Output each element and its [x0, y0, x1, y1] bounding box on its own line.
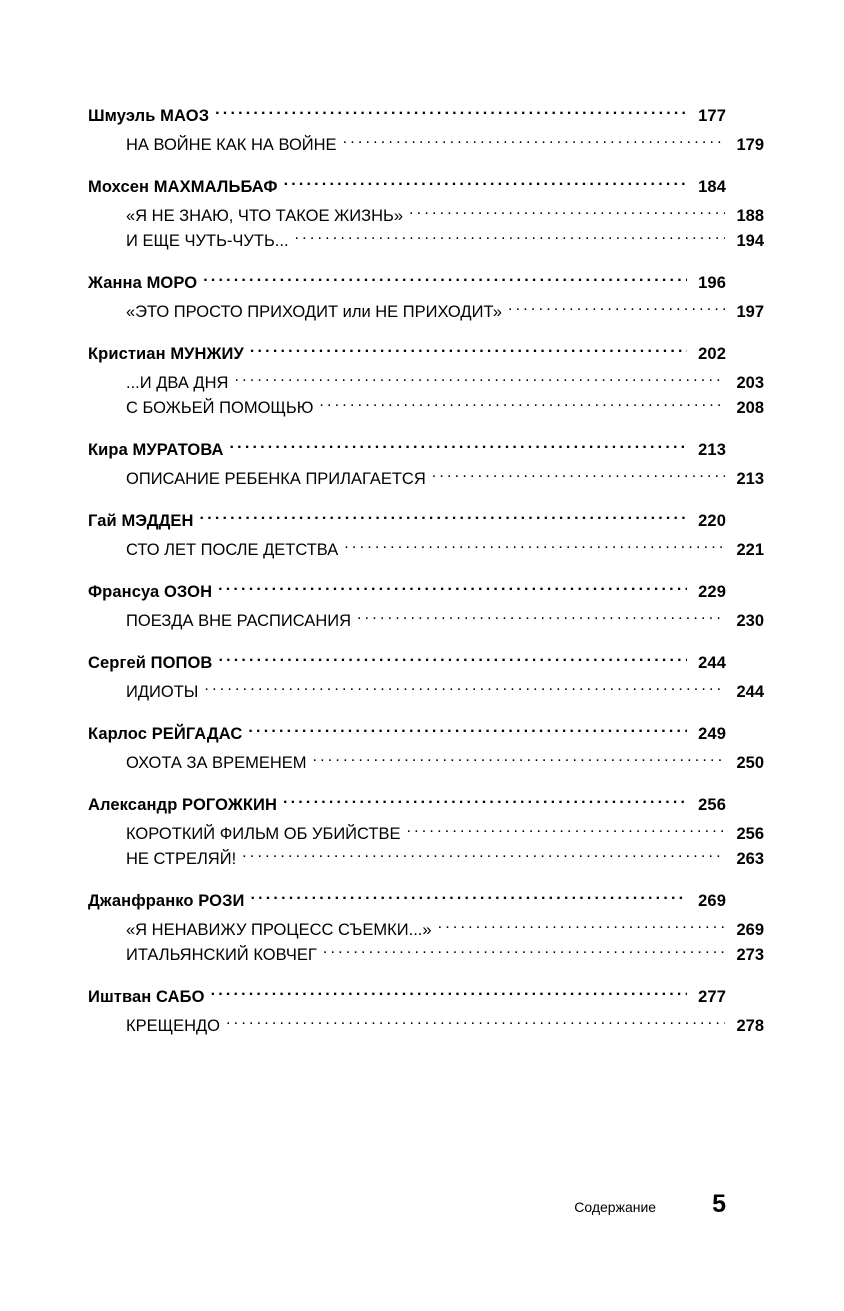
toc-author-page: 277: [698, 987, 726, 1006]
leader-dots: [438, 918, 725, 935]
leader-dots: [211, 985, 687, 1002]
toc-author-entry[interactable]: [88, 509, 726, 529]
leader-dots: [248, 722, 687, 739]
leader-dots: [200, 509, 687, 526]
leader-dots: [323, 943, 725, 960]
toc-group: [88, 651, 764, 701]
toc-author-name: Сергей ПОПОВ: [88, 653, 213, 672]
toc-work-page: 230: [736, 611, 764, 630]
leader-dots: [283, 793, 687, 810]
toc-work-title: КРЕЩЕНДО: [126, 1016, 221, 1035]
toc-work-page: 244: [736, 682, 764, 701]
leader-dots: [409, 204, 725, 221]
toc-work-entry[interactable]: [88, 751, 764, 771]
toc-work-entry[interactable]: [88, 467, 764, 487]
toc-author-page: 184: [698, 177, 726, 196]
toc-work-entry[interactable]: [88, 371, 764, 391]
toc-work-title: СТО ЛЕТ ПОСЛЕ ДЕТСТВА: [126, 540, 339, 559]
toc-author-page: 249: [698, 724, 726, 743]
toc-work-title: ...И ДВА ДНЯ: [126, 373, 229, 392]
toc-author-name: Жанна МОРО: [88, 273, 198, 292]
toc-work-entry[interactable]: [88, 943, 764, 963]
toc-author-entry[interactable]: [88, 580, 726, 600]
toc-work-page: 263: [736, 849, 764, 868]
toc-work-page: 269: [736, 920, 764, 939]
footer-page-number: 5: [712, 1190, 726, 1218]
leader-dots: [203, 271, 687, 288]
footer-section-label: Содержание: [574, 1199, 657, 1215]
leader-dots: [218, 580, 687, 597]
toc-work-page: 221: [736, 540, 764, 559]
toc-group: [88, 889, 764, 964]
toc-work-title: И ЕЩЕ ЧУТЬ-ЧУТЬ...: [126, 231, 289, 250]
toc-work-title: ИДИОТЫ: [126, 682, 199, 701]
leader-dots: [218, 651, 687, 668]
toc-group: [88, 175, 764, 250]
toc-group: [88, 342, 764, 417]
toc-group: [88, 271, 764, 321]
toc-work-entry[interactable]: [88, 918, 764, 938]
leader-dots: [313, 751, 726, 768]
toc-work-entry[interactable]: [88, 133, 764, 153]
toc-work-page: 197: [736, 302, 764, 321]
toc-work-page: 213: [736, 469, 764, 488]
toc-work-title: ОХОТА ЗА ВРЕМЕНЕМ: [126, 753, 307, 772]
toc-author-page: 202: [698, 344, 726, 363]
toc-author-name: Карлос РЕЙГАДАС: [88, 724, 243, 743]
toc-author-page: 244: [698, 653, 726, 672]
toc-group: [88, 509, 764, 559]
toc-author-page: 229: [698, 582, 726, 601]
toc-group: [88, 580, 764, 630]
toc-author-entry[interactable]: [88, 175, 726, 195]
toc-author-page: 177: [698, 106, 726, 125]
toc-work-page: 179: [736, 135, 764, 154]
toc-work-title: КОРОТКИЙ ФИЛЬМ ОБ УБИЙСТВЕ: [126, 824, 401, 843]
toc-group: [88, 985, 764, 1035]
leader-dots: [407, 822, 726, 839]
leader-dots: [230, 438, 687, 455]
toc-work-entry[interactable]: [88, 822, 764, 842]
toc-work-entry[interactable]: [88, 609, 764, 629]
toc-author-page: 220: [698, 511, 726, 530]
toc-work-title: «Я НЕНАВИЖУ ПРОЦЕСС СЪЕМКИ...»: [126, 920, 432, 939]
leader-dots: [508, 300, 725, 317]
toc-group: [88, 793, 764, 868]
toc-author-page: 213: [698, 440, 726, 459]
toc-work-entry[interactable]: [88, 680, 764, 700]
toc-group: [88, 104, 764, 154]
toc-work-page: 188: [736, 206, 764, 225]
toc-author-entry[interactable]: [88, 438, 726, 458]
toc-work-page: 203: [736, 373, 764, 392]
toc-author-entry[interactable]: [88, 722, 726, 742]
toc-author-entry[interactable]: [88, 271, 726, 291]
toc-work-entry[interactable]: [88, 847, 764, 867]
toc-author-name: Иштван САБО: [88, 987, 205, 1006]
leader-dots: [215, 104, 687, 121]
toc-work-title: НЕ СТРЕЛЯЙ!: [126, 849, 237, 868]
leader-dots: [357, 609, 725, 626]
page-footer: [88, 1190, 726, 1219]
toc-author-page: 256: [698, 795, 726, 814]
toc-work-entry[interactable]: [88, 1014, 764, 1034]
toc-work-page: 208: [736, 398, 764, 417]
toc-work-title: ПОЕЗДА ВНЕ РАСПИСАНИЯ: [126, 611, 352, 630]
leader-dots: [242, 847, 725, 864]
table-of-contents: [88, 104, 764, 1035]
toc-author-entry[interactable]: [88, 651, 726, 671]
leader-dots: [432, 467, 725, 484]
toc-work-page: 194: [736, 231, 764, 250]
toc-group: [88, 722, 764, 772]
toc-author-page: 196: [698, 273, 726, 292]
toc-work-title: НА ВОЙНЕ КАК НА ВОЙНЕ: [126, 135, 337, 154]
toc-work-page: 278: [736, 1016, 764, 1035]
toc-author-page: 269: [698, 891, 726, 910]
toc-work-title: С БОЖЬЕЙ ПОМОЩЬЮ: [126, 398, 314, 417]
leader-dots: [226, 1014, 725, 1031]
toc-author-entry[interactable]: [88, 104, 726, 124]
toc-work-entry[interactable]: [88, 396, 764, 416]
toc-work-title: «Я НЕ ЗНАЮ, ЧТО ТАКОЕ ЖИЗНЬ»: [126, 206, 404, 225]
toc-work-title: ОПИСАНИЕ РЕБЕНКА ПРИЛАГАЕТСЯ: [126, 469, 426, 488]
toc-author-name: Кристиан МУНЖИУ: [88, 344, 244, 363]
toc-author-name: Гай МЭДДЕН: [88, 511, 194, 530]
toc-author-name: Кира МУРАТОВА: [88, 440, 224, 459]
leader-dots: [284, 175, 687, 192]
leader-dots: [344, 538, 725, 555]
toc-work-page: 273: [736, 945, 764, 964]
toc-work-entry[interactable]: [88, 229, 764, 249]
toc-work-entry[interactable]: [88, 300, 764, 320]
toc-work-title: ИТАЛЬЯНСКИЙ КОВЧЕГ: [126, 945, 317, 964]
toc-author-entry[interactable]: [88, 793, 726, 813]
leader-dots: [343, 133, 725, 150]
toc-author-entry[interactable]: [88, 342, 726, 362]
toc-author-name: Шмуэль МАОЗ: [88, 106, 210, 125]
leader-dots: [234, 371, 725, 388]
toc-author-name: Джанфранко РОЗИ: [88, 891, 245, 910]
toc-work-entry[interactable]: [88, 538, 764, 558]
leader-dots: [204, 680, 725, 697]
toc-author-name: Александр РОГОЖКИН: [88, 795, 277, 814]
toc-work-page: 250: [736, 753, 764, 772]
leader-dots: [250, 342, 687, 359]
toc-author-name: Франсуа ОЗОН: [88, 582, 213, 601]
toc-group: [88, 438, 764, 488]
toc-author-entry[interactable]: [88, 889, 726, 909]
leader-dots: [250, 889, 687, 906]
toc-work-title: «ЭТО ПРОСТО ПРИХОДИТ или НЕ ПРИХОДИТ»: [126, 302, 502, 321]
leader-dots: [319, 396, 725, 413]
toc-author-entry[interactable]: [88, 985, 726, 1005]
leader-dots: [295, 229, 725, 246]
toc-author-name: Мохсен МАХМАЛЬБАФ: [88, 177, 278, 196]
toc-work-page: 256: [736, 824, 764, 843]
toc-work-entry[interactable]: [88, 204, 764, 224]
